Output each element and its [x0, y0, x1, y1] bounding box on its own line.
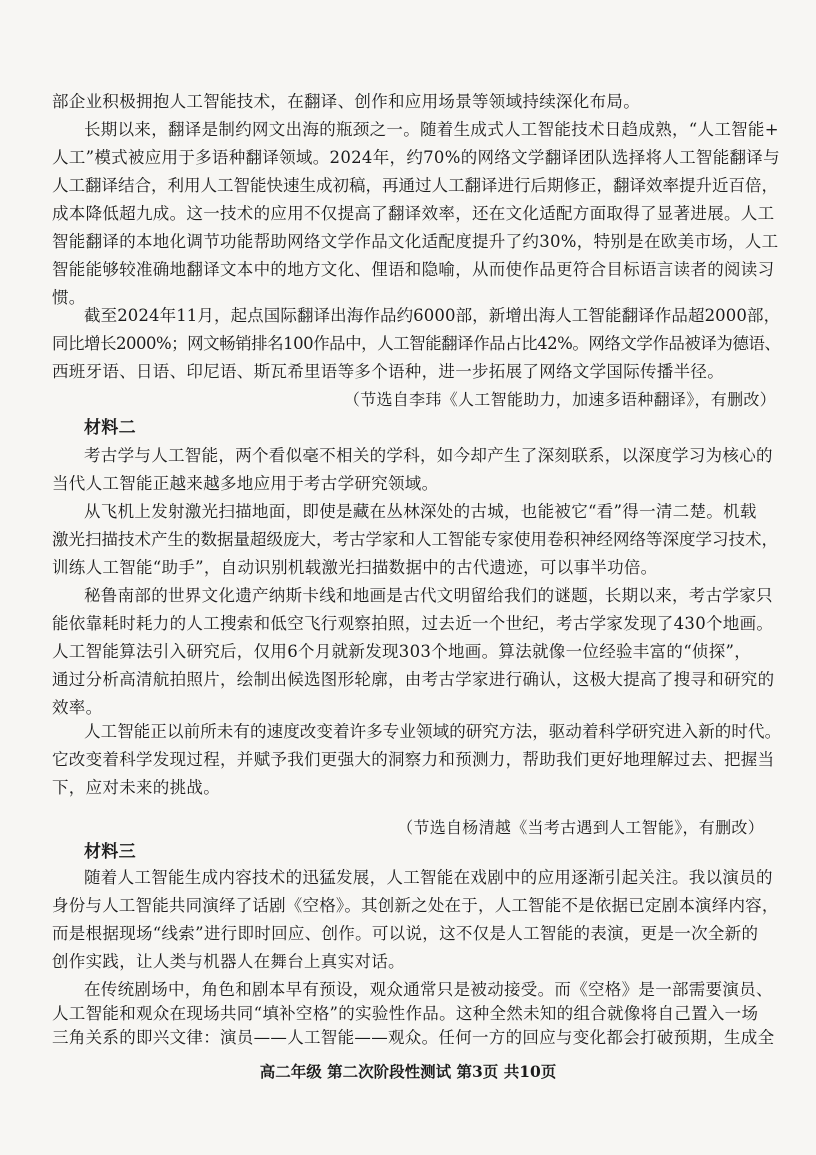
paragraph-line: 考古学与人工智能，两个看似毫不相关的学科，如今却产生了深刻联系，以深度学习为核心的	[84, 446, 773, 465]
source-citation: （节选自杨清越《当考古遇到人工智能》，有删改）	[397, 818, 764, 837]
paragraph-line: 当代人工智能正越来越多地应用于考古学研究领域。	[52, 474, 439, 493]
section-heading: 材料二	[84, 418, 136, 438]
paragraph-line: 西班牙语、日语、印尼语、斯瓦希里语等多个语种，进一步拓展了网络文学国际传播半径。	[52, 362, 724, 381]
paragraph-line: 成本降低超九成。这一技术的应用不仅提高了翻译效率，还在文化适配方面取得了显著进展。人工	[52, 204, 775, 223]
paragraph-line: 秘鲁南部的世界文化遗产纳斯卡线和地画是古代文明留给我们的谜题，长期以来，考古学家只	[84, 586, 773, 605]
paragraph-line: 训练人工智能“助手”，自动识别机载激光扫描数据中的古代遗迹，可以事半功倍。	[52, 558, 658, 577]
paragraph-line: 人工智能和观众在现场共同“填补空格”的实验性作品。这种全然未知的组合就像将自己置入一场	[52, 1004, 759, 1023]
paragraph-line: 它改变着科学发现过程，并赋予我们更强大的洞察力和预测力，帮助我们更好地理解过去、把握当	[52, 750, 775, 769]
source-citation: （节选自李玮《人工智能助力，加速多语种翻译》，有删改）	[343, 390, 776, 409]
paragraph-line: 通过分析高清航拍照片，绘制出候选图形轮廓，由考古学家进行确认，这极大提高了搜寻和研究的	[52, 670, 775, 689]
paragraph-line: 长期以来，翻译是制约网文出海的瓶颈之一。随着生成式人工智能技术日趋成熟，“人工智能+	[84, 120, 779, 139]
paragraph-line: 下，应对未来的挑战。	[52, 778, 220, 797]
paragraph-line: 从飞机上发射激光扫描地面，即使是藏在丛林深处的古城，也能被它“看”得一清二楚。机载	[84, 502, 757, 521]
paragraph-line: 同比增长2000%；网文畅销排名100作品中，人工智能翻译作品占比42%。网络文学作品被译为德语、	[52, 334, 781, 353]
paragraph-line: 能依靠耗时耗力的人工搜索和低空飞行观察拍照，过去近一个世纪，考古学家发现了430个地画。	[52, 614, 774, 633]
paragraph-line: 智能能够较准确地翻译文本中的地方文化、俚语和隐喻，从而使作品更符合目标语言读者的阅读习	[52, 260, 775, 279]
paragraph-line: 人工智能正以前所未有的速度改变着许多专业领域的研究方法，驱动着科学研究进入新的时代。	[84, 722, 782, 741]
paragraph-line: 在传统剧场中，角色和剧本早有预设，观众通常只是被动接受。而《空格》是一部需要演员、	[84, 980, 773, 999]
paragraph-line: 人工智能算法引入研究后，仅用6个月就新发现303个地画。算法就像一位经验丰富的“侦探”，	[52, 642, 752, 661]
paragraph-line: 智能翻译的本地化调节功能帮助网络文学作品文化适配度提升了约30%，特别是在欧美市场，人工	[52, 232, 779, 251]
paragraph-line: 截至2024年11月，起点国际翻译出海作品约6000部，新增出海人工智能翻译作品超2000部，	[84, 306, 781, 325]
page-footer: 高二年级 第二次阶段性测试 第3页 共10页	[259, 1062, 557, 1081]
paragraph-line: 而是根据现场“线索”进行即时回应、创作。可以说，这不仅是人工智能的表演，更是一次全新的	[52, 924, 759, 943]
paragraph-line: 人工翻译结合，利用人工智能快速生成初稿，再通过人工翻译进行后期修正，翻译效率提升近百倍，	[52, 176, 778, 195]
paragraph-line: 激光扫描技术产生的数据量超级庞大，考古学家和人工智能专家使用卷积神经网络等深度学习技术，	[52, 530, 778, 549]
paragraph-line: 随着人工智能生成内容技术的迅猛发展，人工智能在戏剧中的应用逐渐引起关注。我以演员的	[84, 868, 773, 887]
paragraph-line: 效率。	[52, 698, 103, 717]
paragraph-line: 惯。	[52, 288, 86, 307]
paragraph-line: 三角关系的即兴文律：演员——人工智能——观众。任何一方的回应与变化都会打破预期，生成全	[52, 1028, 775, 1047]
paragraph-line: 部企业积极拥抱人工智能技术，在翻译、创作和应用场景等领域持续深化布局。	[52, 92, 640, 111]
paragraph-line: 身份与人工智能共同演绎了话剧《空格》。其创新之处在于，人工智能不是依据已定剧本演绎内容，	[52, 896, 779, 915]
paragraph-line: 创作实践，让人类与机器人在舞台上真实对话。	[52, 952, 405, 971]
paragraph-line: 人工”模式被应用于多语种翻译领域。2024年，约70%的网络文学翻译团队选择将人工智能翻译与	[52, 148, 780, 167]
section-heading: 材料三	[84, 842, 136, 862]
